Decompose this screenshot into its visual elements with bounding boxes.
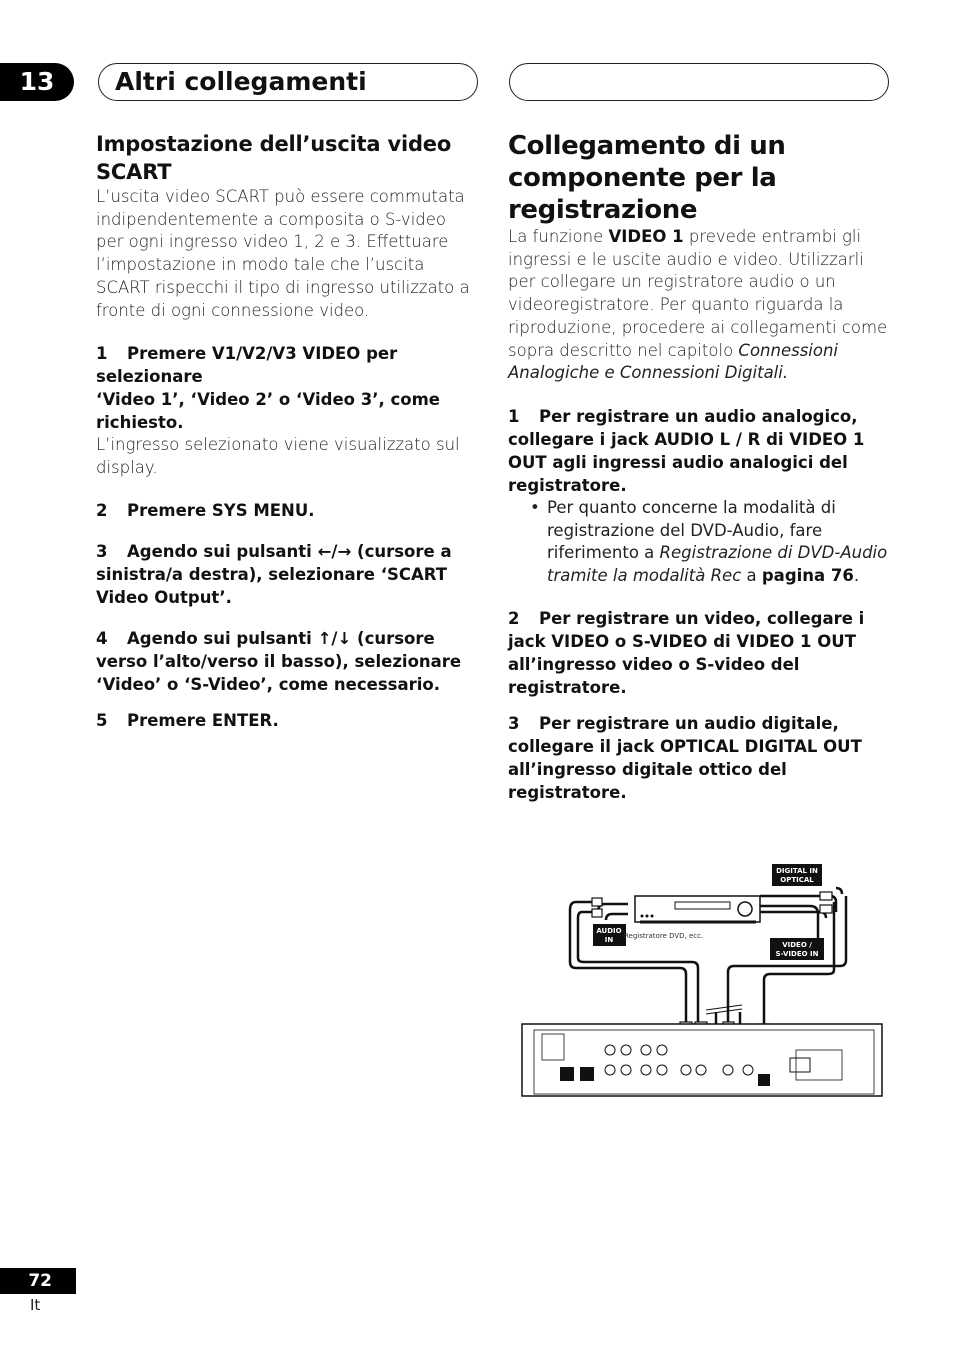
rec-step-2 xyxy=(508,607,893,699)
bullet-text: . xyxy=(853,566,860,586)
page-reference: pagina 76 xyxy=(761,566,854,586)
step-number: 5 xyxy=(96,710,108,730)
step-text: Premere V1/V2/V3 VIDEO per selezionare xyxy=(96,344,398,387)
recorder-device xyxy=(635,896,760,922)
step-text: Per registrare un audio digitale, collegare il jack OPTICAL DIGITAL OUT all’ingresso digitale ottico del registratore. xyxy=(508,713,862,802)
language-code: It xyxy=(30,1296,41,1314)
arrow-up-icon: ↑ xyxy=(317,628,332,648)
step-1-cont: ‘Video 1’, ‘Video 2’ o ‘Video 3’, come richiesto. xyxy=(96,390,440,433)
step-5 xyxy=(96,709,476,732)
step-3 xyxy=(96,540,476,609)
video-in-label xyxy=(770,938,824,960)
step-number: 4 xyxy=(96,628,108,648)
arrow-left-icon: ← xyxy=(317,541,332,561)
header-empty-box xyxy=(509,63,889,101)
section-heading-recording: Collegamento di un componente per la registrazione xyxy=(508,131,786,225)
left-column xyxy=(96,130,476,732)
rear-panel xyxy=(522,1024,882,1096)
step-4 xyxy=(96,627,476,696)
digital-in-label xyxy=(772,864,822,886)
optical-text: OPTICAL xyxy=(780,876,814,884)
page-number: 72 xyxy=(0,1268,76,1294)
step-number: 2 xyxy=(508,608,520,628)
svideo-in-text: S-VIDEO IN xyxy=(775,950,819,958)
arrow-separator: / xyxy=(331,628,338,648)
section-heading-scart: Impostazione dell’uscita video SCART xyxy=(96,132,452,184)
video-text: VIDEO / xyxy=(782,941,812,949)
recorder-caption: Registratore DVD, ecc. xyxy=(624,932,704,940)
step-text: (cursore verso l’alto/verso il basso), selezionare ‘Video’ o ‘S-Video’, come necessario. xyxy=(96,628,462,694)
recording-intro xyxy=(508,226,893,385)
step-text: Per registrare un audio analogico, collegare i jack AUDIO L / R di VIDEO 1 OUT agli ingressi audio analogici del registratore. xyxy=(508,406,865,495)
audio-in-label xyxy=(593,924,626,946)
intro-text: prevede entrambi gli ingressi e le uscite audio e video. Utilizzarli per collegare un registratore audio o un videoregistratore. Per quanto riguarda la riproduzione, procedere ai collegamenti come sopra descritto nel capitolo xyxy=(508,227,888,360)
step-2 xyxy=(96,499,476,522)
intro-bold: VIDEO 1 xyxy=(608,227,684,246)
bullet-icon: • xyxy=(530,497,540,517)
step-1 xyxy=(96,342,476,388)
step-number: 1 xyxy=(508,406,520,426)
arrow-right-icon: → xyxy=(337,541,352,561)
step-text: Agendo sui pulsanti xyxy=(127,628,318,648)
intro-italic: Connessioni Analogiche e Connessioni Digitali. xyxy=(508,340,839,383)
step-text: (cursore a sinistra/a destra), selezionare ‘SCART Video Output’. xyxy=(96,541,452,607)
step-number: 3 xyxy=(508,713,520,733)
arrow-down-icon: ↓ xyxy=(337,628,352,648)
digital-in-text: DIGITAL IN xyxy=(776,867,818,875)
in-text: IN xyxy=(604,936,614,944)
step-text: Agendo sui pulsanti xyxy=(127,541,318,561)
rec-step-1-bullet xyxy=(508,497,893,588)
intro-text: La funzione xyxy=(508,227,609,246)
step-text: Per registrare un video, collegare i jack VIDEO o S-VIDEO di VIDEO 1 OUT all’ingresso video o S-video del registratore. xyxy=(508,608,865,697)
step-number: 3 xyxy=(96,541,108,561)
bullet-text: a xyxy=(741,566,762,586)
step-text: Premere ENTER. xyxy=(127,710,279,730)
right-column xyxy=(508,130,893,804)
rec-step-1 xyxy=(508,405,893,497)
chapter-number: 13 xyxy=(0,63,74,101)
bullet-italic: Registrazione di DVD-Audio tramite la modalità Rec xyxy=(547,543,888,586)
audio-text: AUDIO xyxy=(596,927,622,935)
chapter-title: Altri collegamenti xyxy=(115,67,367,96)
chapter-title-box xyxy=(98,63,478,101)
scart-intro: L’uscita video SCART può essere commutata indipendentemente a composita o S-video per ogni ingresso video 1, 2 e 3. Effettuare l’impostazione in modo tale che l’uscita SCART rispecchi il tipo di ingresso utilizzato a fronte di ogni connessione video. xyxy=(96,187,470,320)
step-number: 2 xyxy=(96,500,108,520)
rec-step-3 xyxy=(508,712,893,804)
step-1-note: L’ingresso selezionato viene visualizzato sul display. xyxy=(96,435,460,477)
bullet-text: Per quanto concerne la modalità di registrazione del DVD-Audio, fare riferimento a xyxy=(547,497,836,563)
step-number: 1 xyxy=(96,344,108,364)
connection-diagram xyxy=(520,862,888,1102)
arrow-separator: / xyxy=(331,541,338,561)
step-text: Premere SYS MENU. xyxy=(127,500,315,520)
